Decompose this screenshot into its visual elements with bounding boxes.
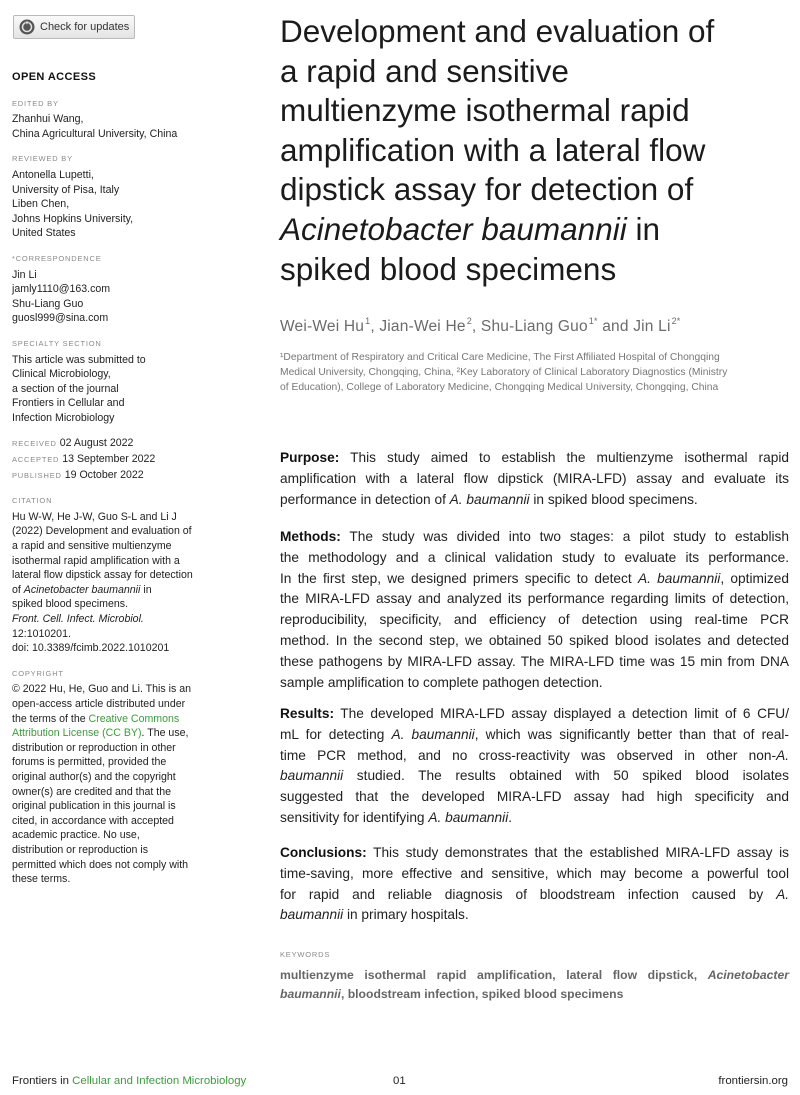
- corresponding-author: Jin Li: [12, 268, 37, 281]
- citation-line: (2022) Development and evaluation of: [12, 525, 192, 538]
- copyright-line: distribution or reproduction is: [12, 843, 149, 856]
- frontiersin-link[interactable]: frontiersin.org: [718, 1075, 788, 1087]
- abstract-text: studied. The results obtained with 50 spiked blood isolates: [343, 768, 789, 784]
- citation-line: a rapid and sensitive multienzyme: [12, 540, 172, 553]
- accepted-label: ACCEPTED: [12, 455, 60, 465]
- page-number: 01: [393, 1075, 406, 1087]
- author-separator: and: [597, 318, 634, 335]
- species-name: A.: [776, 747, 789, 763]
- citation-line: lateral flow dipstick assay for detection: [12, 569, 193, 582]
- doi-link[interactable]: doi: 10.3389/fcimb.2022.1010201: [12, 642, 170, 655]
- author-affiliation-mark: 1*: [588, 316, 598, 326]
- copyright-line: original author(s) and the copyright: [12, 770, 176, 783]
- abstract-line: [280, 448, 789, 469]
- footer-journal-prefix: Frontiers in: [12, 1075, 73, 1087]
- copyright-line: open-access article distributed under: [12, 697, 186, 710]
- affiliations: [280, 350, 785, 395]
- abstract-text: mL for detecting: [280, 726, 392, 742]
- reviewed-by-section: [12, 152, 217, 241]
- title-line: multienzyme isothermal rapid: [280, 92, 690, 129]
- dates-section: [12, 436, 217, 483]
- copyright-line: academic practice. No use,: [12, 829, 140, 842]
- abstract-line: [280, 746, 789, 767]
- purpose-label: Purpose:: [280, 450, 340, 465]
- specialty-line: Infection Microbiology: [12, 411, 115, 424]
- keywords-line: [280, 966, 789, 985]
- specialty-section: [12, 337, 217, 426]
- published-date: 19 October 2022: [64, 468, 144, 481]
- species-name: A.: [776, 886, 789, 902]
- article-info-sidebar: [12, 70, 217, 898]
- keywords-line: [280, 985, 789, 1004]
- abstract-line: time-saving, more effective and sensitive, which may become a powerful tool: [280, 865, 789, 881]
- author-affiliation-mark: 2*: [671, 316, 681, 326]
- specialty-heading: SPECIALTY SECTION: [12, 338, 102, 348]
- journal-link[interactable]: Cellular and Infection Microbiology: [72, 1075, 247, 1087]
- abstract-text: in spiked blood specimens.: [529, 491, 698, 507]
- abstract-conclusions: [280, 843, 789, 926]
- accepted-date: 13 September 2022: [62, 453, 156, 466]
- species-name: A. baumannii: [449, 491, 530, 507]
- abstract-text: The developed MIRA-LFD assay displayed a detection limit of 6 CFU/: [334, 706, 789, 721]
- title-line: Development and evaluation of: [280, 13, 715, 49]
- author-name-link[interactable]: Jian-Wei He: [379, 318, 466, 335]
- copyright-line: permitted which does not comply with: [12, 858, 189, 871]
- correspondence-heading: *CORRESPONDENCE: [12, 253, 102, 263]
- copyright-line: distribution or reproduction in other: [12, 741, 176, 754]
- affiliation-line: of Education), College of Laboratory Medicine, Chongqing Medical University, Chongqing, China: [280, 382, 719, 393]
- check-for-updates-label: Check for updates: [40, 21, 130, 33]
- copyright-line: © 2022 Hu, He, Guo and Li. This is an: [12, 683, 191, 696]
- copyright-line: [12, 726, 217, 741]
- title-line: amplification with a lateral flow: [280, 131, 706, 168]
- edited-by-heading: EDITED BY: [12, 98, 59, 108]
- author-name-link[interactable]: Shu-Liang Guo: [480, 318, 588, 335]
- abstract-line: [280, 885, 789, 906]
- open-access-label: OPEN ACCESS: [12, 71, 97, 83]
- abstract-methods: [280, 527, 789, 693]
- citation-section: [12, 494, 217, 656]
- copyright-line: [12, 712, 217, 727]
- abstract-line: [280, 704, 789, 725]
- author-affiliation-mark: 1: [365, 316, 371, 326]
- results-label: Results:: [280, 706, 335, 721]
- abstract-purpose: [280, 448, 789, 510]
- abstract-text: for rapid and reliable diagnosis of bloodstream infection caused by: [280, 886, 777, 902]
- abstract-text: performance in detection of: [280, 491, 450, 507]
- abstract-line: these pathogens by MIRA-LFD assay. The MIRA-LFD time was 15 min from DNA: [280, 653, 789, 669]
- title-line: dipstick assay for detection of: [280, 171, 694, 208]
- author-list: [280, 316, 681, 336]
- abstract-text: This study demonstrates that the established MIRA-LFD assay is: [366, 845, 789, 860]
- author-separator: ,: [370, 318, 380, 335]
- copyright-section: [12, 667, 217, 887]
- citation-line: [12, 583, 217, 598]
- copyright-line: cited, in accordance with accepted: [12, 814, 174, 827]
- published-label: PUBLISHED: [12, 470, 62, 480]
- abstract-text: time PCR method, and no cross-reactivity was observed in other non-: [280, 747, 777, 763]
- journal-abbrev: Front. Cell. Infect. Microbiol.: [12, 613, 144, 625]
- citation-journal: [12, 612, 217, 627]
- abstract-line: reproducibility, specificity, and efficiency of detection using real-time PCR: [280, 612, 789, 628]
- copyright-line: these terms.: [12, 873, 71, 886]
- title-line: a rapid and sensitive: [280, 52, 569, 89]
- species-name: baumannii: [280, 768, 344, 784]
- abstract-line: [280, 808, 789, 829]
- abstract-results: [280, 704, 789, 829]
- citation-text: in: [140, 583, 152, 596]
- reviewer-line: Johns Hopkins University,: [12, 212, 134, 225]
- reviewer-line: Liben Chen,: [12, 198, 70, 211]
- abstract-line: [280, 569, 789, 590]
- abstract-line: suggested that the developed MIRA-LFD assay had high specificity and: [280, 789, 789, 805]
- cc-license-link[interactable]: Attribution License (CC BY): [12, 727, 142, 740]
- footer-journal: [12, 1075, 246, 1087]
- abstract-line: [280, 766, 789, 787]
- copyright-line: owner(s) are credited and that the: [12, 785, 171, 798]
- abstract-line: method. In the second step, we obtained 50 spiked blood isolates and detected: [280, 632, 789, 648]
- abstract-line: [280, 905, 789, 926]
- keywords-heading: KEYWORDS: [280, 950, 331, 959]
- keyword-species: Acinetobacter: [707, 968, 789, 982]
- editor-line: Zhanhui Wang,: [12, 113, 84, 126]
- abstract-text: This study aimed to establish the multienzyme isothermal rapid: [339, 450, 789, 465]
- abstract-line: the methodology and a clinical validation study to evaluate its performance.: [280, 549, 789, 565]
- specialty-line: a section of the journal: [12, 382, 119, 395]
- article-title: [280, 12, 785, 289]
- corresponding-email-link[interactable]: jamly1110@163.com: [12, 283, 111, 296]
- citation-line: isothermal rapid amplification with a: [12, 554, 180, 567]
- citation-line: spiked blood specimens.: [12, 598, 129, 611]
- received-label: RECEIVED: [12, 439, 57, 449]
- species-name: A. baumannii: [391, 726, 475, 742]
- abstract-text: The study was divided into two stages: a pilot study to establish: [340, 529, 789, 544]
- correspondence-section: [12, 252, 217, 326]
- check-for-updates-button[interactable]: [13, 15, 135, 39]
- author-separator: ,: [471, 318, 481, 335]
- copyright-line: forums is permitted, provided the: [12, 756, 167, 769]
- abstract-text: In the first step, we designed primers specific to detect: [280, 570, 638, 586]
- abstract-text: in primary hospitals.: [343, 907, 469, 923]
- cc-license-link[interactable]: Creative Commons: [88, 712, 180, 725]
- affiliation-line: ¹Department of Respiratory and Critical Care Medicine, The First Affiliated Hospital of Chongqing: [280, 352, 720, 363]
- copyright-text: . The use,: [141, 727, 189, 740]
- abstract-line: [280, 843, 789, 864]
- keyword-text: , bloodstream infection, spiked blood specimens: [340, 986, 624, 1001]
- abstract-line: [280, 527, 789, 548]
- conclusions-label: Conclusions:: [280, 845, 367, 860]
- abstract-line: [280, 490, 789, 511]
- methods-label: Methods:: [280, 529, 341, 544]
- affiliation-line: Medical University, Chongqing, China, ²Key Laboratory of Clinical Laboratory Diagnostics (Ministry: [280, 367, 728, 378]
- abstract-text: .: [508, 809, 513, 825]
- species-name: A. baumannii: [637, 570, 721, 586]
- copyright-heading: COPYRIGHT: [12, 668, 64, 678]
- abstract-line: the MIRA-LFD assay and analyzed its performance regarding limits of detection,: [280, 591, 789, 607]
- editor-line: China Agricultural University, China: [12, 127, 178, 140]
- species-name: Acinetobacter baumannii: [280, 210, 627, 247]
- edited-by-section: [12, 97, 217, 142]
- abstract-line: amplification with a lateral flow dipstick (MIRA-LFD) assay and evaluate its: [280, 470, 789, 486]
- received-date: 02 August 2022: [59, 437, 134, 450]
- author-affiliation-mark: 2: [466, 316, 472, 326]
- abstract-line: [280, 725, 789, 746]
- copyright-text: the terms of the: [12, 712, 89, 725]
- citation-line: Hu W-W, He J-W, Guo S-L and Li J: [12, 510, 177, 523]
- corresponding-email-link[interactable]: guosl999@sina.com: [12, 312, 109, 325]
- copyright-line: original publication in this journal is: [12, 800, 176, 813]
- corresponding-author: Shu-Liang Guo: [12, 297, 84, 310]
- citation-line: 12:1010201.: [12, 627, 71, 640]
- title-line: spiked blood specimens: [280, 250, 617, 287]
- keyword-species: baumannii: [280, 986, 341, 1001]
- title-text: in: [626, 210, 660, 247]
- abstract-text: sensitivity for identifying: [280, 809, 429, 825]
- author-name-link[interactable]: Jin Li: [633, 318, 671, 335]
- citation-text: of: [12, 583, 24, 596]
- citation-heading: CITATION: [12, 496, 53, 506]
- title-line: [280, 210, 785, 250]
- update-check-icon: [19, 19, 35, 35]
- reviewer-line: Antonella Lupetti,: [12, 168, 94, 181]
- abstract-line: sample amplification to complete pathogen detection.: [280, 674, 603, 690]
- specialty-line: Frontiers in Cellular and: [12, 397, 125, 410]
- keywords-list: [280, 966, 789, 1003]
- abstract-text: , optimized: [720, 570, 790, 586]
- reviewer-line: United States: [12, 227, 76, 240]
- reviewer-line: University of Pisa, Italy: [12, 183, 120, 196]
- author-name-link[interactable]: Wei-Wei Hu: [280, 318, 365, 335]
- species-name: A. baumannii: [428, 809, 509, 825]
- specialty-line: Clinical Microbiology,: [12, 368, 111, 381]
- specialty-line: This article was submitted to: [12, 353, 146, 366]
- reviewed-by-heading: REVIEWED BY: [12, 154, 73, 164]
- species-name: baumannii: [280, 907, 344, 923]
- keyword-text: multienzyme isothermal rapid amplification, lateral flow dipstick,: [280, 968, 708, 982]
- abstract-text: , which was significantly better than that of real-: [474, 726, 789, 742]
- species-name: Acinetobacter baumannii: [23, 583, 141, 596]
